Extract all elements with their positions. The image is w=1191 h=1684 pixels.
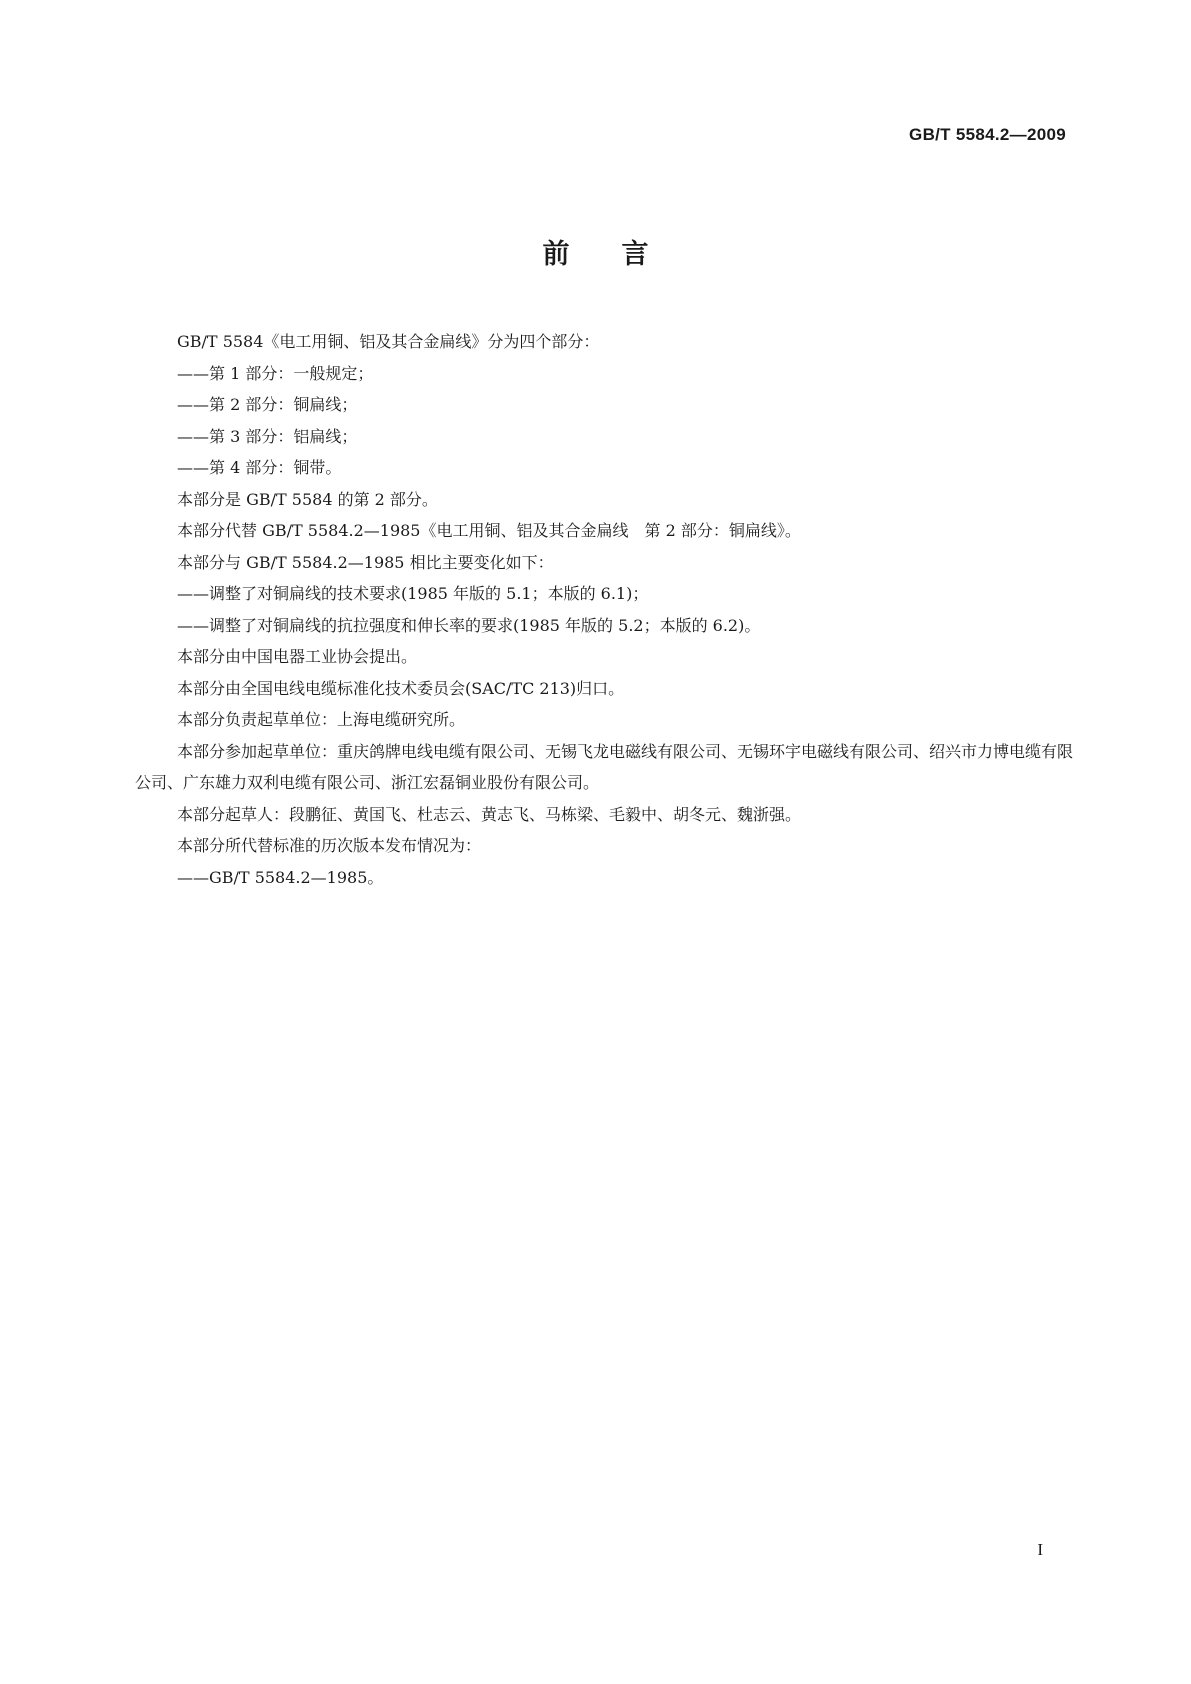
page-title: 前言 — [542, 239, 701, 270]
document-body — [135, 326, 1073, 893]
paragraph-participating-units: 本部分参加起草单位：重庆鸽牌电线电缆有限公司、无锡飞龙电磁线有限公司、无锡环宇电磁线有限公司、绍兴市力博电缆有限公司、广东雄力双利电缆有限公司、浙江宏磊铜业股份有限公司。 — [135, 741, 1074, 792]
list-item-part-2: ——第 2 部分：铜扁线； — [177, 395, 358, 414]
list-item-part-1: ——第 1 部分：一般规定； — [177, 363, 374, 383]
standard-code-header: GB/T 5584.2—2009 — [909, 125, 1066, 144]
paragraph-drafters: 本部分起草人：段鹏征、黄国飞、杜志云、黄志飞、马栋梁、毛毅中、胡冬元、魏浙强。 — [177, 804, 802, 824]
paragraph-changes: 本部分与 GB/T 5584.2—1985 相比主要变化如下： — [177, 552, 554, 572]
paragraph-proposer: 本部分由中国电器工业协会提出。 — [177, 647, 418, 666]
paragraph-drafting-unit: 本部分负责起草单位：上海电缆研究所。 — [177, 710, 466, 729]
list-item-part-4: ——第 4 部分：铜带。 — [177, 458, 342, 477]
list-item-part-3: ——第 3 部分：铝扁线； — [177, 426, 358, 446]
paragraph-replaces: 本部分代替 GB/T 5584.2—1985《电工用铜、铝及其合金扁线 第 2 部分：铜扁线》。 — [177, 521, 801, 540]
list-item-change-2: ——调整了对铜扁线的抗拉强度和伸长率的要求(1985 年版的 5.2；本版的 6.2)。 — [177, 615, 761, 635]
paragraph-intro: GB/T 5584《电工用铜、铝及其合金扁线》分为四个部分： — [177, 332, 600, 351]
paragraph-history: 本部分所代替标准的历次版本发布情况为： — [177, 836, 482, 855]
paragraph-committee: 本部分由全国电线电缆标准化技术委员会(SAC/TC 213)归口。 — [177, 678, 625, 698]
list-item-history-1: ——GB/T 5584.2—1985。 — [177, 867, 384, 887]
list-item-change-1: ——调整了对铜扁线的技术要求(1985 年版的 5.1；本版的 6.1)； — [177, 584, 649, 603]
page-number: I — [1037, 1540, 1043, 1559]
paragraph-scope: 本部分是 GB/T 5584 的第 2 部分。 — [177, 489, 438, 509]
